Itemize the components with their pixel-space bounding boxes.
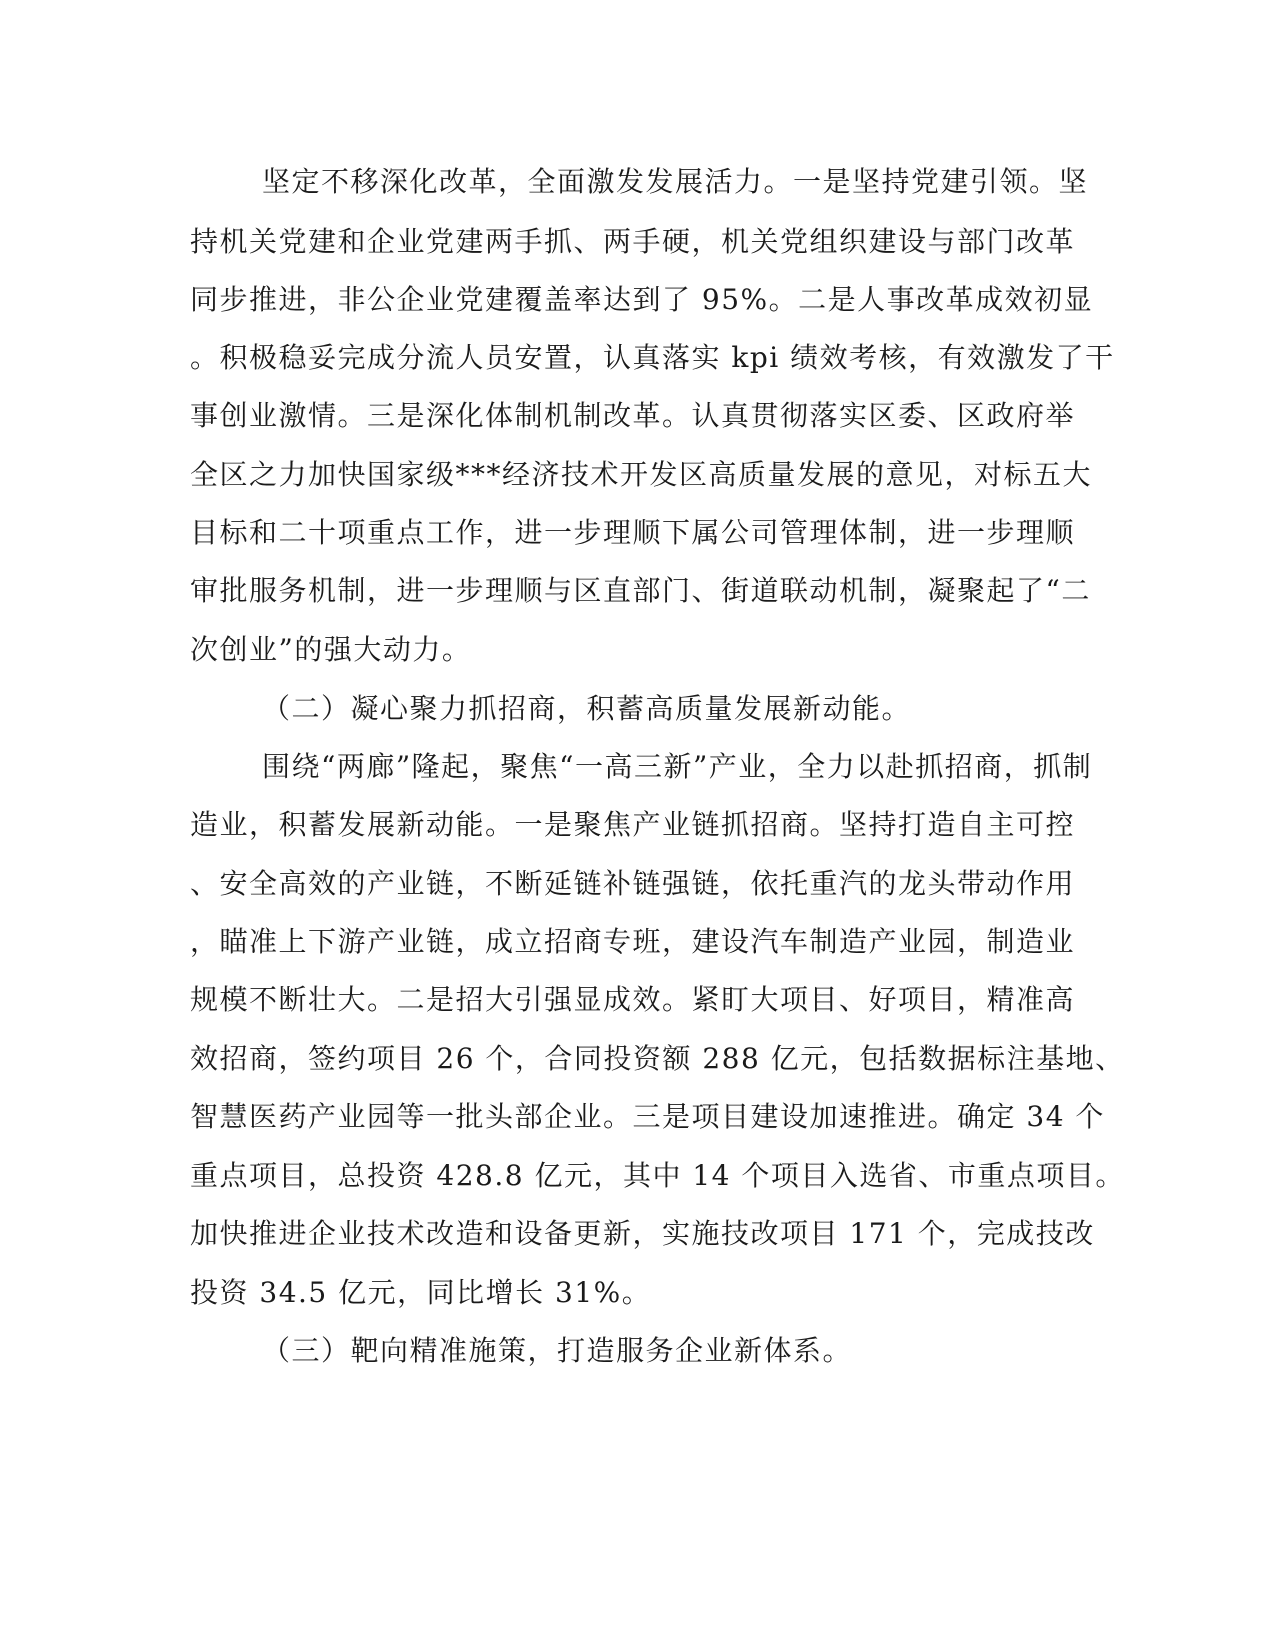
paragraph-line: 加快推进企业技术改造和设备更新，实施技改项目 171 个，完成技改: [190, 1217, 1095, 1250]
paragraph-line: 目标和二十项重点工作，进一步理顺下属公司管理体制，进一步理顺: [190, 516, 1076, 549]
paragraph-line: 投资 34.5 亿元，同比增长 31%。: [190, 1276, 652, 1309]
paragraph-line: 。积极稳妥完成分流人员安置，认真落实 kpi 绩效考核，有效激发了干: [190, 341, 1115, 374]
paragraph-line: 坚定不移深化改革，全面激发发展活力。一是坚持党建引领。坚: [262, 165, 1089, 198]
paragraph-line: 重点项目，总投资 428.8 亿元，其中 14 个项目入选省、市重点项目。: [190, 1159, 1125, 1192]
paragraph-line: 效招商，签约项目 26 个，合同投资额 288 亿元，包括数据标注基地、: [190, 1042, 1125, 1075]
paragraph-line: 全区之力加快国家级***经济技术开发区高质量发展的意见，对标五大: [190, 458, 1093, 491]
paragraph-line: 审批服务机制，进一步理顺与区直部门、街道联动机制，凝聚起了“二: [190, 574, 1091, 607]
section-heading: （二）凝心聚力抓招商，积蓄高质量发展新动能。: [262, 692, 912, 725]
paragraph-line: 事创业激情。三是深化体制机制改革。认真贯彻落实区委、区政府举: [190, 399, 1076, 432]
section-heading: （三）靶向精准施策，打造服务企业新体系。: [262, 1334, 853, 1367]
paragraph-line: 同步推进，非公企业党建覆盖率达到了 95%。二是人事改革成效初显: [190, 283, 1094, 316]
paragraph-line: 规模不断壮大。二是招大引强显成效。紧盯大项目、好项目，精准高: [190, 983, 1076, 1016]
paragraph-line: 持机关党建和企业党建两手抓、两手硬，机关党组织建设与部门改革: [190, 225, 1076, 258]
paragraph-line: 、安全高效的产业链，不断延链补链强链，依托重汽的龙头带动作用: [190, 867, 1076, 900]
paragraph-line: 围绕“两廊”隆起，聚焦“一高三新”产业，全力以赴抓招商，抓制: [262, 750, 1093, 783]
paragraph-line: 造业，积蓄发展新动能。一是聚焦产业链抓招商。坚持打造自主可控: [190, 808, 1076, 841]
paragraph-line: 智慧医药产业园等一批头部企业。三是项目建设加速推进。确定 34 个: [190, 1100, 1105, 1133]
paragraph-line: 次创业”的强大动力。: [190, 633, 472, 666]
paragraph-line: ，瞄准上下游产业链，成立招商专班，建设汽车制造产业园，制造业: [190, 925, 1076, 958]
